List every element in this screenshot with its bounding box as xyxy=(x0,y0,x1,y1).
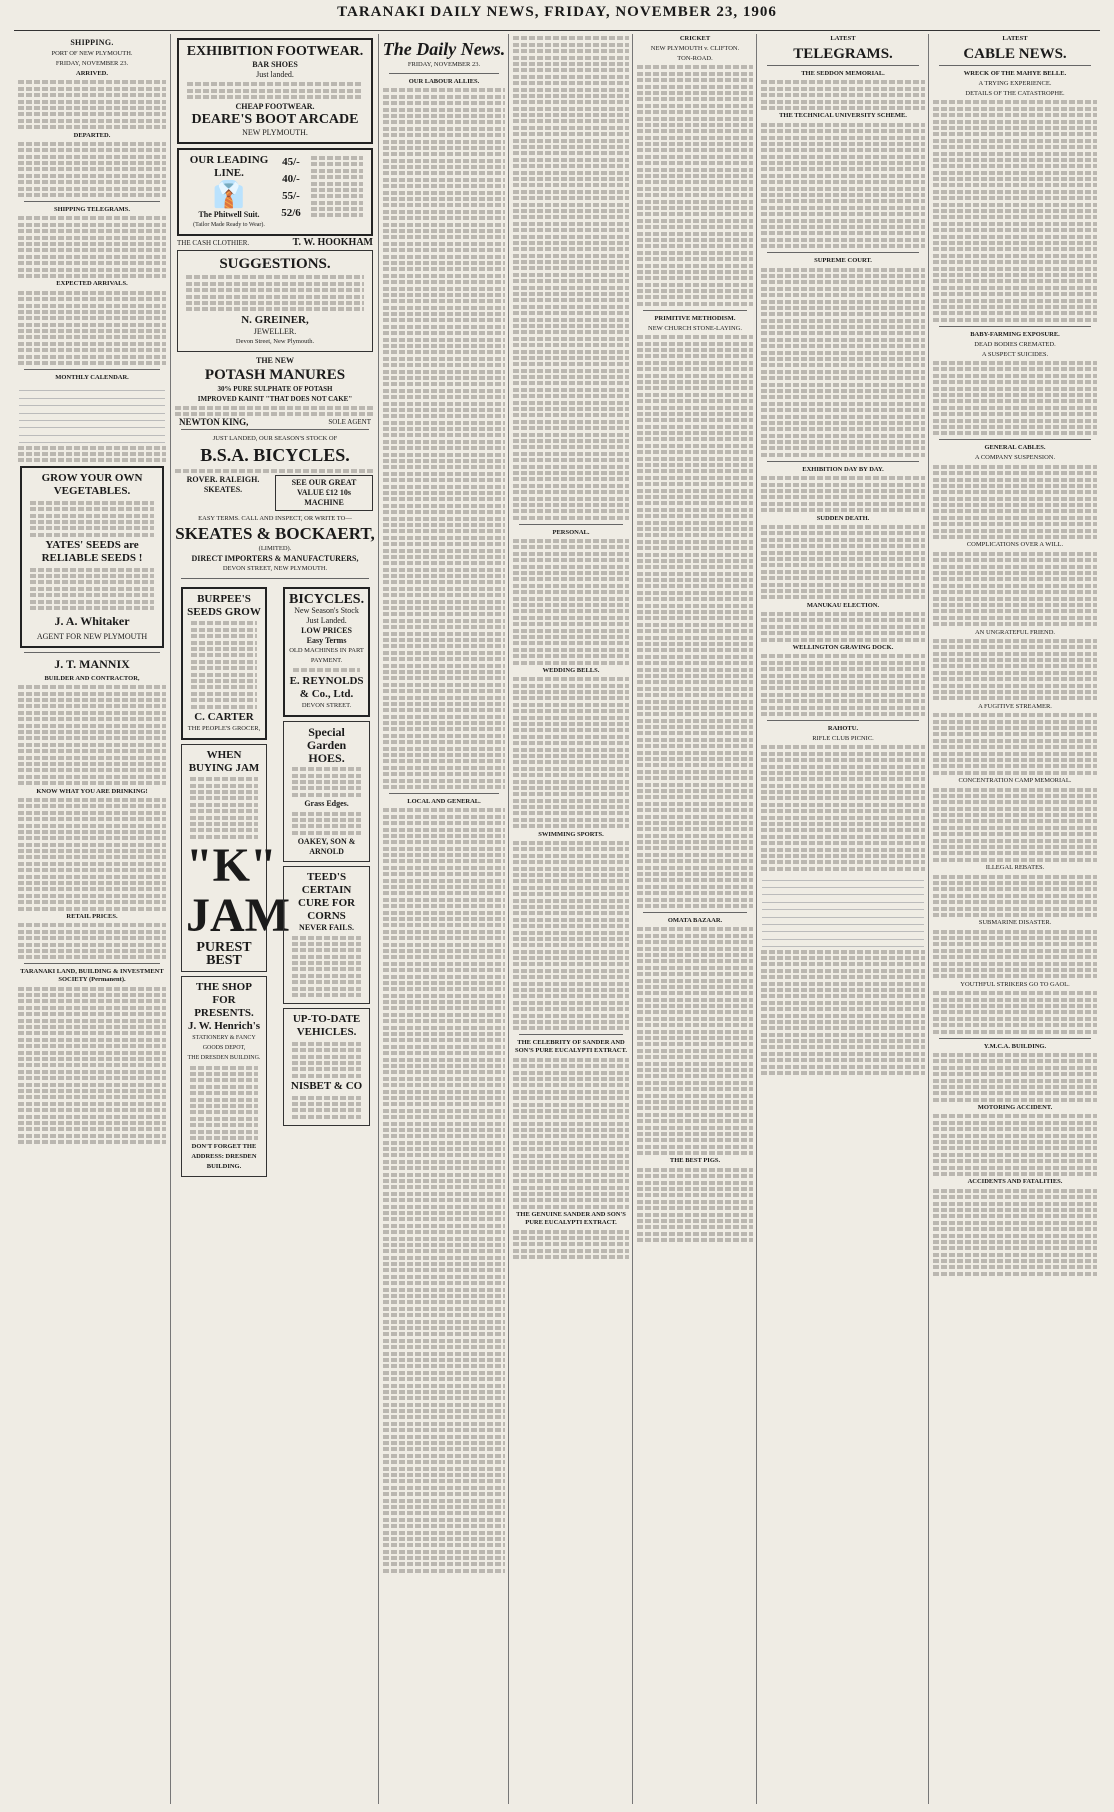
vegetables-title: GROW YOUR OWN VEGETABLES. xyxy=(41,472,143,498)
easy-terms: EASY TERMS. CALL AND INSPECT, OR WRITE TO— xyxy=(198,515,352,523)
cheap-footwear: CHEAP FOOTWEAR. xyxy=(235,101,315,111)
grass-edges: Grass Edges. xyxy=(304,799,349,809)
greiner-trade: JEWELLER. xyxy=(253,326,297,336)
exhibition-footwear-title: EXHIBITION FOOTWEAR. xyxy=(186,44,364,59)
bsa-intro: JUST LANDED, OUR SEASON'S STOCK OF xyxy=(212,435,338,443)
jam-ad xyxy=(181,744,290,972)
sole-agent: SOLE AGENT xyxy=(328,417,371,426)
skeates-limited: (LIMITED). xyxy=(258,545,292,553)
eucalypti-genuine-heading: THE GENUINE SANDER AND SON'S PURE EUCALYPTI EXTRACT. xyxy=(516,1211,626,1227)
hoes-title: Special Garden HOES. xyxy=(306,724,347,765)
garden-hoes-ad xyxy=(283,721,370,862)
arrived-heading: ARRIVED. xyxy=(76,70,108,77)
masthead: TARANAKI DAILY NEWS, FRIDAY, NOVEMBER 23, 1906 xyxy=(337,4,777,20)
column-editorial xyxy=(378,34,509,1804)
greiner-ad xyxy=(177,250,373,352)
exhibition-footwear-ad xyxy=(177,38,373,144)
corns-ad xyxy=(283,866,370,1004)
wreck-heading: WRECK OF THE MAHYE BELLE. xyxy=(963,70,1067,77)
monthly-calendar-heading: MONTHLY CALENDAR. xyxy=(55,374,129,382)
skeates-direct: DIRECT IMPORTERS & MANUFACTURERS, xyxy=(191,554,359,564)
whitaker-agent: AGENT FOR NEW PLYMOUTH xyxy=(36,631,148,641)
price-40: 40/- xyxy=(282,172,300,185)
swimming-sports-heading: SWIMMING SPORTS. xyxy=(538,830,604,838)
reynolds-ad xyxy=(283,587,370,717)
masthead-rule xyxy=(14,30,1100,31)
deare-location: NEW PLYMOUTH. xyxy=(242,127,308,137)
manukau-election-heading: MANUKAU ELECTION. xyxy=(806,601,880,609)
suspect-suicides-heading: A SUSPECT SUICIDES. xyxy=(981,350,1049,358)
catastrophe-details-heading: DETAILS OF THE CATASTROPHE. xyxy=(965,90,1065,97)
column-shipping xyxy=(14,34,170,1804)
yates-title: YATES' SEEDS are RELIABLE SEEDS ! xyxy=(41,539,143,565)
k-jam-logo: "K" JAM xyxy=(186,839,290,943)
sudden-death-heading: SUDDEN DEATH. xyxy=(816,514,870,522)
skeates-address: DEVON STREET, NEW PLYMOUTH. xyxy=(222,565,328,573)
cricket-match-2: TON-ROAD. xyxy=(677,55,713,62)
labour-allies-heading: OUR LABOUR ALLIES. xyxy=(408,78,480,85)
expected-arrivals-heading: EXPECTED ARRIVALS. xyxy=(56,280,128,288)
suit-icon: 👔 xyxy=(212,179,246,209)
henrich-name: J. W. Henrich's xyxy=(187,1020,261,1033)
ymca-building-heading: Y.M.C.A. BUILDING. xyxy=(983,1042,1047,1050)
departed-heading: DEPARTED. xyxy=(73,131,111,139)
trying-experience-heading: A TRYING EXPERIENCE. xyxy=(978,80,1052,87)
vehicles-title: UP-TO-DATE VEHICLES. xyxy=(292,1013,361,1039)
graving-dock-heading: WELLINGTON GRAVING DOCK. xyxy=(792,644,894,652)
whitaker-name: J. A. Whitaker xyxy=(54,613,130,628)
column-cable-news xyxy=(928,34,1101,1804)
column-news xyxy=(508,34,633,1804)
jam-when-buying: WHEN BUYING JAM xyxy=(188,748,260,774)
daily-news-title: The Daily News. xyxy=(382,39,506,59)
tide-table xyxy=(19,384,166,443)
cash-clothier: THE CASH CLOTHIER. xyxy=(177,238,250,247)
just-landed: Just landed. xyxy=(256,70,294,79)
general-cables-heading: GENERAL CABLES. xyxy=(984,444,1046,452)
potash-kainit: IMPROVED KAINIT "THAT DOES NOT CAKE" xyxy=(197,394,353,403)
shipping-date: FRIDAY, NOVEMBER 23. xyxy=(55,60,129,67)
exhibition-day-heading: EXHIBITION DAY BY DAY. xyxy=(802,465,884,473)
burpee-title: BURPEE'S SEEDS GROW xyxy=(187,593,261,619)
henrich-dresden: THE DRESDEN BUILDING. xyxy=(187,1055,261,1062)
henrich-ad xyxy=(181,976,267,1177)
leading-line-title: OUR LEADING LINE. xyxy=(189,153,269,179)
suggestions-title: SUGGESTIONS. xyxy=(219,255,331,272)
potash-title: POTASH MANURES xyxy=(204,366,346,383)
nisbet-ad xyxy=(283,1008,370,1126)
ads-lower xyxy=(171,583,379,1181)
price-55: 55/- xyxy=(282,189,300,202)
potash-the-new: THE NEW xyxy=(255,355,294,365)
burpee-ad xyxy=(181,587,267,740)
submarine-disaster-heading: SUBMARINE DISASTER. xyxy=(978,919,1052,927)
newton-king-row xyxy=(171,416,379,427)
omata-bazaar-heading: OMATA BAZAAR. xyxy=(667,917,723,924)
oakey-name: OAKEY, SON & ARNOLD xyxy=(297,837,356,857)
youthful-strikers-heading: YOUTHFUL STRIKERS GO TO GAOL. xyxy=(960,980,1070,988)
local-general-heading: LOCAL AND GENERAL. xyxy=(407,797,481,805)
ads-lower-right xyxy=(277,583,376,1181)
mannix-name: J. T. MANNIX xyxy=(54,656,130,671)
bsa-detail xyxy=(171,475,379,511)
hookham-name: T. W. HOOKHAM xyxy=(292,236,373,248)
eucalypti-celebrity-heading: THE CELEBRITY OF SANDER AND SON'S PURE EUCALYPTI EXTRACT. xyxy=(515,1039,627,1055)
hookham-ad xyxy=(177,148,373,236)
technical-university-heading: THE TECHNICAL UNIVERSITY SCHEME. xyxy=(779,112,907,120)
cable-latest-label: LATEST xyxy=(1002,35,1028,42)
phitwell-suit: The Phitwell Suit. xyxy=(198,209,260,219)
never-fails: NEVER FAILS. xyxy=(299,923,355,933)
will-complications-heading: COMPLICATIONS OVER A WILL. xyxy=(966,541,1064,549)
telegrams-title: TELEGRAMS. xyxy=(793,46,893,62)
latest-label: LATEST xyxy=(830,35,856,42)
deare-arcade: DEARE'S BOOT ARCADE xyxy=(191,111,359,127)
mannix-trade: BUILDER AND CONTRACTOR, xyxy=(44,674,140,682)
bar-shoes: BAR SHOES xyxy=(252,60,298,69)
easy-terms-label: Easy Terms xyxy=(306,636,347,646)
best-pigs-heading: THE BEST PIGS. xyxy=(669,1157,721,1165)
skeates-ad xyxy=(171,434,379,574)
bodies-cremated-heading: DEAD BODIES CREMATED. xyxy=(974,340,1056,348)
carter-trade: THE PEOPLE'S GROCER, xyxy=(187,724,261,732)
ungrateful-friend-heading: AN UNGRATEFUL FRIEND. xyxy=(974,628,1056,636)
cricket-heading: CRICKET xyxy=(679,35,711,42)
newton-king: NEWTON KING, xyxy=(179,416,249,427)
drinking-heading: KNOW WHAT YOU ARE DRINKING! xyxy=(36,787,148,795)
port-heading: PORT OF NEW PLYMOUTH. xyxy=(51,50,133,57)
supreme-court-heading: SUPREME COURT. xyxy=(814,257,872,265)
stone-laying-subheading: NEW CHURCH STONE-LAYING. xyxy=(648,324,742,332)
illegal-rebates-heading: ILLEGAL REBATES. xyxy=(985,864,1045,872)
rifle-scores-table xyxy=(762,873,924,947)
shop-presents: THE SHOP FOR PRESENTS. xyxy=(194,981,254,1020)
reynolds-name: E. REYNOLDS & Co., Ltd. xyxy=(289,674,364,700)
carter-name: C. CARTER xyxy=(194,710,254,723)
rahotu-heading: RAHOTU. xyxy=(827,724,859,732)
cricket-match: NEW PLYMOUTH v. CLIFTON. xyxy=(650,45,740,52)
cable-news-title: CABLE NEWS. xyxy=(963,46,1067,62)
column-local-events xyxy=(632,34,757,1804)
bicycles-title: BICYCLES. xyxy=(289,592,365,608)
column-latest-telegrams xyxy=(756,34,929,1804)
ads-lower-left xyxy=(175,583,290,1181)
reynolds-address: DEVON STREET. xyxy=(301,701,352,709)
shipping-heading: SHIPPING. xyxy=(70,38,114,47)
retail-prices-heading: RETAIL PRICES. xyxy=(66,912,118,920)
greiner-address: Devon Street, New Plymouth. xyxy=(235,337,315,345)
potash-sulphate: 30% PURE SULPHATE OF POTASH xyxy=(217,384,333,393)
price-52: 52/6 xyxy=(281,206,301,219)
primitive-methodism-heading: PRIMITIVE METHODISM. xyxy=(654,314,736,322)
vegetables-ad xyxy=(20,466,164,647)
potash-ad xyxy=(171,356,379,426)
editorial-date: FRIDAY, NOVEMBER 23. xyxy=(407,61,481,68)
rifle-club-heading: RIFLE CLUB PICNIC. xyxy=(812,734,874,742)
personal-heading: PERSONAL. xyxy=(552,528,590,536)
price-45: 45/- xyxy=(282,155,300,168)
shipping-telegrams-heading: SHIPPING TELEGRAMS. xyxy=(53,206,131,214)
baby-farming-heading: BABY-FARMING EXPOSURE. xyxy=(970,330,1060,338)
jam-purest: PUREST BEST xyxy=(196,940,252,969)
wedding-bells-heading: WEDDING BELLS. xyxy=(542,666,600,674)
corns-title: TEED'S CERTAIN CURE FOR CORNS xyxy=(297,871,356,923)
company-suspension-heading: A COMPANY SUSPENSION. xyxy=(974,454,1056,462)
tailor-note: (Tailor Made Ready to Wear). xyxy=(193,221,265,228)
hookham-footer xyxy=(171,236,379,248)
greiner-name: N. GREINER, xyxy=(241,313,309,326)
motoring-accident-heading: MOTORING ACCIDENT. xyxy=(977,1104,1053,1112)
fugitive-streamer-heading: A FUGITIVE STREAMER. xyxy=(978,702,1052,710)
new-season-stock: New Season's Stock Just Landed. xyxy=(294,606,359,626)
bsa-title: B.S.A. BICYCLES. xyxy=(200,445,350,466)
low-prices: LOW PRICES xyxy=(301,626,352,636)
skeates-name: SKEATES & BOCKAERT, xyxy=(175,524,375,544)
bsa-models: ROVER. RALEIGH. SKEATES. xyxy=(186,475,260,495)
building-society-heading: TARANAKI LAND, BUILDING & INVESTMENT SOCIETY (Permanent). xyxy=(20,968,164,984)
old-machines: OLD MACHINES IN PART PAYMENT. xyxy=(289,647,364,665)
bsa-value: SEE OUR GREAT VALUE £12 10s MACHINE xyxy=(275,475,373,511)
price-list xyxy=(279,154,303,230)
column-advertisements xyxy=(170,34,379,1804)
henrich-stationery: STATIONERY & FANCY GOODS DEPOT, xyxy=(192,1035,256,1052)
accidents-fatalities-heading: ACCIDENTS AND FATALITIES. xyxy=(967,1178,1063,1186)
concentration-camp-heading: CONCENTRATION CAMP MEMORIAL. xyxy=(958,777,1072,785)
henrich-address: DON'T FORGET THE ADDRESS: DRESDEN BUILDING. xyxy=(191,1143,257,1171)
nisbet-name: NISBET & CO xyxy=(290,1080,363,1093)
seddon-memorial-heading: THE SEDDON MEMORIAL. xyxy=(801,70,885,77)
